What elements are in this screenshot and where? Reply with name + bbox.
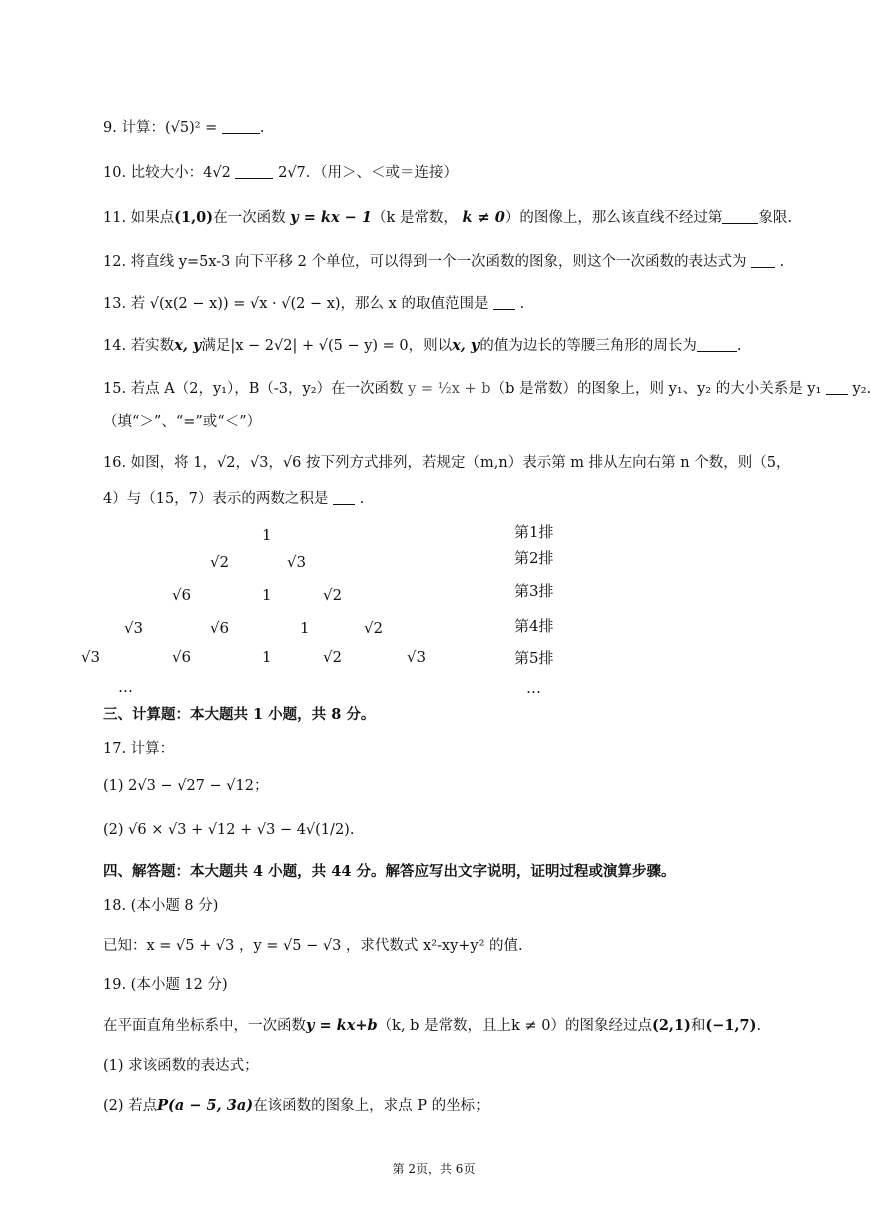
answer-blank	[235, 178, 273, 179]
question-19-part-1: (1) 求该函数的表达式；	[103, 1058, 259, 1074]
q19-pt2: (−1,7)	[705, 1017, 757, 1034]
question-18-text: 已知：x = √5 + √3 ，y = √5 − √3 ，求代数式 x²-xy+y² 的值.	[103, 938, 523, 954]
question-19-title: 19. (本小题 12 分)	[103, 977, 228, 993]
q14-suffix: .	[736, 338, 742, 354]
question-16-line-2	[103, 492, 364, 507]
triangle-cell: 1	[300, 619, 310, 637]
q16-line1: 16. 如图，将 1，√2，√3，√6 按下列方式排列，若规定（m,n）表示第 m 排从左向右第 n 个数，则（5，	[103, 455, 791, 471]
q14-prefix: 14. 若实数	[103, 338, 175, 354]
question-19-part-2	[103, 1099, 490, 1114]
q9-expr: (√5)² =	[164, 120, 218, 136]
row-label: 第2排	[514, 549, 554, 567]
triangle-cell: √6	[172, 648, 192, 666]
triangle-cell: √3	[81, 648, 101, 666]
question-12	[103, 255, 784, 270]
q14-mid1: 满足	[201, 338, 231, 354]
triangle-cell: √2	[323, 648, 343, 666]
q10-prefix: 10. 比较大小：	[103, 165, 204, 181]
answer-blank	[697, 351, 737, 352]
triangle-cell: √6	[210, 619, 230, 637]
q19-and: 和	[690, 1018, 706, 1034]
q9-prefix: 9. 计算：	[103, 120, 165, 136]
triangle-cell: 1	[262, 586, 272, 604]
q15-line1-c: y₂.	[852, 381, 871, 397]
q10-right: 2√7	[278, 165, 306, 181]
question-18-title: 18. (本小题 8 分)	[103, 898, 219, 914]
q11-func: y = kx − 1	[290, 209, 372, 226]
row-label-ellipsis: …	[526, 679, 541, 697]
q14-mid2: ，则以	[408, 338, 453, 354]
q17-p1-suffix: ；	[253, 778, 269, 794]
question-15-line-2	[103, 415, 261, 430]
q13-suffix: .	[519, 296, 525, 312]
question-17-part-1	[103, 779, 268, 794]
q17-p1-expr: 2√3 − √27 − √12	[128, 778, 254, 794]
question-17-part-2	[103, 823, 354, 838]
q19-func: y = kx+b	[306, 1017, 378, 1034]
row-label: 第1排	[514, 523, 554, 541]
row-label: 第3排	[514, 582, 554, 600]
q9-suffix: .	[259, 120, 265, 136]
q13-mid: ，那么 x 的取值范围是	[340, 296, 489, 312]
q15-line1-a: 15. 若点 A（2，y₁），B（-3，y₂）在一次函数	[103, 381, 404, 397]
q10-suffix: ．（用＞、＜或＝连接）	[305, 165, 459, 181]
q11-k-cond: k ≠ 0	[462, 209, 505, 226]
q10-left: 4√2	[203, 165, 231, 181]
q14-mid3: 的值为边长的等腰三角形的周长为	[479, 338, 697, 354]
q11-mid1: 在一次函数	[213, 210, 286, 226]
q19-p2-a: (2) 若点	[103, 1098, 158, 1114]
q16-line2-b: .	[359, 491, 365, 507]
q19-text-c: ）的图象经过点	[550, 1018, 652, 1034]
q11-mid3: ）的图像上，那么该直线不经过第	[504, 210, 723, 226]
answer-blank	[826, 394, 848, 395]
question-14	[103, 339, 741, 354]
triangle-cell: √2	[210, 553, 230, 571]
answer-blank	[333, 504, 355, 505]
triangle-cell: √2	[364, 619, 384, 637]
triangle-cell: 1	[262, 526, 272, 544]
q17-p2-expr: √6 × √3 + √12 + √3 − 4√(1/2)	[128, 822, 350, 838]
q17-p1-label: (1)	[103, 778, 124, 794]
q19-p2-b: 在该函数的图象上，求点 P 的坐标；	[253, 1098, 490, 1114]
question-15-line-1	[103, 382, 871, 397]
q19-text-a: 在平面直角坐标系中，一次函数	[103, 1018, 306, 1034]
section-heading-3: 三、计算题：本大题共 1 小题，共 8 分。	[103, 706, 376, 723]
q13-expr: √(x(2 − x)) = √x · √(2 − x)	[149, 296, 341, 312]
triangle-cell: √3	[124, 619, 144, 637]
q11-mid2: （	[371, 210, 387, 226]
q15-line2: （填“＞”、“=”或“＜”）	[103, 414, 262, 430]
row-label: 第5排	[514, 649, 554, 667]
q14-vars2: x, y	[452, 337, 480, 354]
answer-blank	[722, 223, 758, 224]
q17-p2-suffix: .	[349, 822, 355, 838]
question-11	[103, 211, 792, 226]
question-16-line-1	[103, 456, 790, 471]
q19-k-cond: k ≠ 0	[511, 1018, 551, 1034]
triangle-ellipsis: …	[118, 678, 133, 696]
triangle-cell: 1	[262, 648, 272, 666]
q12-suffix: .	[779, 254, 785, 270]
q14-vars: x, y	[174, 337, 202, 354]
question-19-text	[103, 1019, 761, 1034]
question-9	[103, 121, 265, 136]
q11-prefix: 11. 如果点	[103, 210, 175, 226]
q15-line1-b: （b 是常数）的图象上，则 y₁、y₂ 的大小关系是 y₁	[490, 381, 822, 397]
q11-k-const: k 是常数，	[386, 210, 458, 226]
triangle-cell: √2	[323, 586, 343, 604]
q19-end: .	[756, 1018, 762, 1034]
q19-text-b: （k, b 是常数，且上	[377, 1018, 512, 1034]
question-17-title: 17. 计算：	[103, 741, 175, 757]
q19-p2-point: P(a − 5, 3a)	[157, 1097, 254, 1114]
row-label: 第4排	[514, 617, 554, 635]
q15-func: y = ½x + b	[408, 381, 491, 397]
section-heading-4: 四、解答题：本大题共 4 小题，共 44 分。解答应写出文字说明，证明过程或演算步骤。	[103, 863, 676, 880]
answer-blank	[222, 133, 260, 134]
answer-blank	[493, 309, 515, 310]
triangle-cell: √3	[287, 553, 307, 571]
q12-text: 12. 将直线 y=5x-3 向下平移 2 个单位，可以得到一个一次函数的图象，则这个一次函数的表达式为	[103, 254, 747, 270]
q11-suffix: 象限.	[758, 210, 792, 226]
question-10	[103, 166, 458, 181]
triangle-cell: √6	[172, 586, 192, 604]
q13-prefix: 13. 若	[103, 296, 146, 312]
q17-p2-label: (2)	[103, 822, 124, 838]
q19-pt1: (2,1)	[651, 1017, 691, 1034]
q14-expr: |x − 2√2| + √(5 − y) = 0	[230, 338, 409, 354]
q11-point: (1,0)	[174, 209, 214, 226]
page-footer: 第 2页，共 6页	[392, 1162, 476, 1176]
question-13	[103, 297, 524, 312]
triangle-cell: √3	[407, 648, 427, 666]
answer-blank	[751, 267, 775, 268]
q16-line2-a: 4）与（15，7）表示的两数之积是	[103, 491, 329, 507]
